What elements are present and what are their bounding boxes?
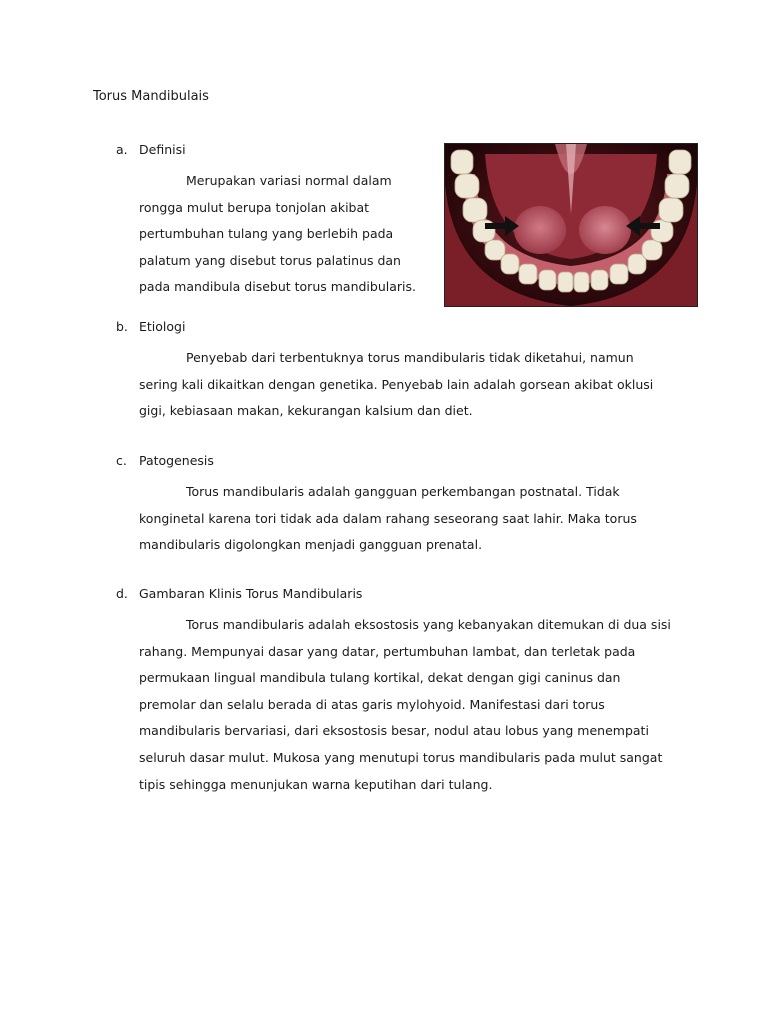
section-definisi [116, 141, 416, 301]
section-heading [116, 318, 676, 336]
section-body: Penyebab dari terbentuknya torus mandibularis tidak diketahui, namun sering kali dikaitkan dengan genetika. Penyebab lain adalah gorsean akibat oklusi gigi, kebiasaan makan, kekurangan kalsium dan diet. [139, 350, 654, 419]
section-title: Definisi [139, 142, 186, 157]
section-title: Patogenesis [139, 453, 214, 468]
section-heading [116, 452, 676, 470]
section-title: Etiologi [139, 319, 186, 334]
section-letter: c. [116, 453, 127, 468]
section-letter: a. [116, 142, 128, 157]
section-gambaran-klinis [116, 585, 676, 798]
torus-mandibularis-photo [444, 143, 698, 307]
section-patogenesis [116, 452, 676, 559]
section-body: Torus mandibularis adalah eksostosis yang kebanyakan ditemukan di dua sisi rahang. Mempunyai dasar yang datar, pertumbuhan lambat, dan terletak pada permukaan lingual mandibula tulang kortikal, dekat dengan gigi caninus dan premolar dan selalu berada di atas garis mylohyoid. Manifestasi dari torus mandibularis bervariasi, dari eksostosis besar, nodul atau lobus yang menempati seluruh dasar mulut. Mukosa yang menutupi torus mandibularis pada mulut sangat tipis sehingga menunjukan warna keputihan dari tulang. [139, 617, 671, 792]
section-etiologi [116, 318, 676, 425]
section-heading [116, 585, 676, 603]
torus-left [514, 206, 566, 254]
mouth-illustration [445, 144, 697, 306]
document-title: Torus Mandibulais [93, 89, 209, 104]
torus-right [579, 206, 631, 254]
section-body: Merupakan variasi normal dalam rongga mulut berupa tonjolan akibat pertumbuhan tulang yang berlebih pada palatum yang disebut torus palatinus dan pada mandibula disebut torus mandibularis. [139, 173, 416, 295]
section-body: Torus mandibularis adalah gangguan perkembangan postnatal. Tidak konginetal karena tori tidak ada dalam rahang seseorang saat lahir. Maka torus mandibularis digolongkan menjadi gangguan prenatal. [139, 484, 637, 553]
section-letter: d. [116, 586, 128, 601]
section-letter: b. [116, 319, 128, 334]
section-heading [116, 141, 416, 159]
section-title: Gambaran Klinis Torus Mandibularis [139, 586, 363, 601]
